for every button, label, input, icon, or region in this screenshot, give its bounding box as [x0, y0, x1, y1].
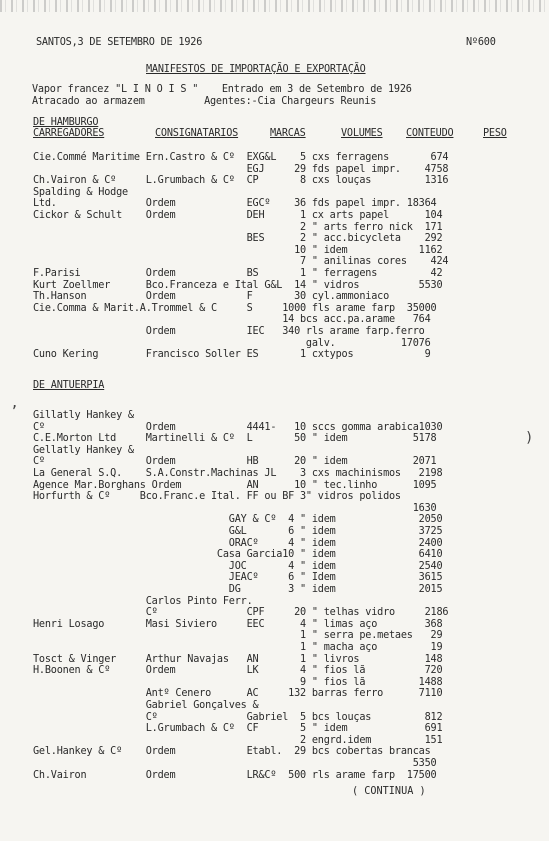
antuerpia-row: JOC 4 " idem 2540 [33, 560, 443, 572]
document-number: Nº600 [466, 37, 496, 48]
antuerpia-row: 1 " macha aço 19 [33, 642, 443, 653]
origin-antuerpia: DE ANTUERPIA [33, 380, 105, 391]
hamburgo-row: Kurt Zoellmer Bco.Franceza e Ital G&L 14 " vidros 5530 [33, 279, 443, 291]
col-marcas: MARCAS [270, 128, 306, 139]
hamburgo-row: 10 " idem 1162 [33, 244, 443, 256]
antuerpia-row: L.Grumbach & Cº CF 5 " idem 691 [33, 723, 443, 735]
antuerpia-row: Cº CPF 20 " telhas vidro 2186 [33, 607, 449, 619]
origin-hamburgo: DE HAMBURGO [33, 117, 99, 128]
antuerpia-row: G&L 6 " idem 3725 [33, 526, 443, 537]
col-consignatarios: CONSIGNATARIOS [155, 128, 239, 139]
col-conteudo: CONTEUDO [406, 128, 454, 139]
antuerpia-row: 9 " fios lã 1488 [33, 676, 443, 688]
col-peso: PESO [483, 128, 507, 139]
hamburgo-row: Ordem IEC 340 rls arame farp.ferro [33, 326, 425, 337]
margin-tick-mark: ’ [10, 404, 19, 420]
place-date: SANTOS,3 DE SETEMBRO DE 1926 [36, 37, 203, 48]
antuerpia-row: H.Boonen & Cº Ordem LK 4 " fios lã 720 [33, 665, 443, 677]
antuerpia-row: Casa Garcia10 " idem 6410 [33, 549, 443, 561]
antuerpia-row: GAY & Cº 4 " idem 2050 [33, 514, 443, 526]
continua-label: ( CONTINUA ) [352, 786, 426, 797]
col-volumes: VOLUMES [341, 128, 383, 139]
col-carregadores: CARREGADORES [33, 128, 105, 139]
antuerpia-row: 5350 [33, 758, 437, 769]
hamburgo-row: 7 " anilinas cores 424 [33, 256, 449, 268]
antuerpia-row: ORACº 4 " idem 2400 [33, 537, 443, 549]
antuerpia-row: Cº Gabriel 5 bcs louças 812 [33, 711, 443, 723]
antuerpia-row: JEACº 6 " Idem 3615 [33, 572, 443, 584]
hamburgo-row: Cickor & Schult Ordem DEH 1 cx arts papel 104 [33, 210, 443, 221]
margin-tick-mark: ) [525, 430, 534, 446]
antuerpia-row: 1 " serra pe.metaes 29 [33, 630, 443, 642]
antuerpia-row: Gellatly Hankey & [33, 444, 134, 456]
hamburgo-row: Cuno Kering Francisco Soller ES 1 cxtypos 9 [33, 349, 431, 361]
hamburgo-row: EGJ 29 fds papel impr. 4758 [33, 163, 449, 175]
antuerpia-row: Cº Ordem 4441- 10 sccs gomma arabica1030 [33, 421, 443, 433]
antuerpia-row: DG 3 " idem 2015 [33, 584, 443, 595]
hamburgo-row: BES 2 " acc.bicycleta 292 [33, 233, 443, 245]
hamburgo-row: F.Parisi Ordem BS 1 " ferragens 42 [33, 268, 443, 279]
hamburgo-row: Ch.Vairon & Cº L.Grumbach & Cº CP 8 cxs louças 1316 [33, 175, 449, 187]
antuerpia-row: Horfurth & Cº Bco.Franc.e Ital. FF ou BF 3" vidros polidos [33, 491, 401, 503]
antuerpia-row: C.E.Morton Ltd Martinelli & Cº L 50 " idem 5178 [33, 433, 437, 445]
antuerpia-row: Ch.Vairon Ordem LR&Cº 500 rls arame farp 17500 [33, 769, 437, 781]
hamburgo-row: 14 bcs acc.pa.arame 764 [33, 314, 431, 326]
antuerpia-row: 1630 [33, 502, 437, 514]
antuerpia-row: Carlos Pinto Ferr. [33, 595, 253, 607]
antuerpia-row: Gabriel Gonçalves & [33, 700, 259, 711]
vessel-line: Vapor francez "L I N O I S " Entrado em 3 de Setembro de 1926 [32, 84, 412, 95]
hamburgo-row: Cie.Commé Maritime Ern.Castro & Cº EXG&L 5 cxs ferragens 674 [33, 152, 449, 163]
hamburgo-row: Cie.Comma & Marit.A.Trommel & C S 1000 fls arame farp 35000 [33, 302, 437, 314]
antuerpia-row: Gillatly Hankey & [33, 410, 134, 421]
antuerpia-row: Henri Losago Masi Siviero EEC 4 " limas aço 368 [33, 618, 443, 630]
antuerpia-row: La General S.Q. S.A.Constr.Machinas JL 3 cxs machinismos 2198 [33, 468, 443, 479]
antuerpia-row: Antº Cenero AC 132 barras ferro 7110 [33, 688, 443, 700]
berth-line: Atracado ao armazem Agentes:-Cia Chargeurs Reunis [32, 96, 377, 107]
hamburgo-row: Spalding & Hodge [33, 186, 128, 198]
antuerpia-row: Agence Mar.Borghans Ordem AN 10 " tec.linho 1095 [33, 479, 437, 491]
document-title: MANIFESTOS DE IMPORTAÇÃO E EXPORTAÇÃO [146, 64, 366, 75]
hamburgo-row: Th.Hanson Ordem F 30 cyl.ammoniaco [33, 291, 390, 303]
hamburgo-row: galv. 17076 [33, 337, 431, 349]
antuerpia-row: Cº Ordem HB 20 " idem 2071 [33, 456, 437, 468]
scan-noise [0, 0, 549, 12]
antuerpia-row: 2 engrd.idem 151 [33, 734, 443, 746]
antuerpia-row: Tosct & Vinger Arthur Navajas AN 1 " livros 148 [33, 653, 443, 665]
hamburgo-row: Ltd. Ordem EGCº 36 fds papel impr. 18364 [33, 198, 437, 210]
antuerpia-row: Gel.Hankey & Cº Ordem Etabl. 29 bcs cobertas brancas [33, 746, 431, 758]
hamburgo-row: 2 " arts ferro nick 171 [33, 221, 443, 233]
